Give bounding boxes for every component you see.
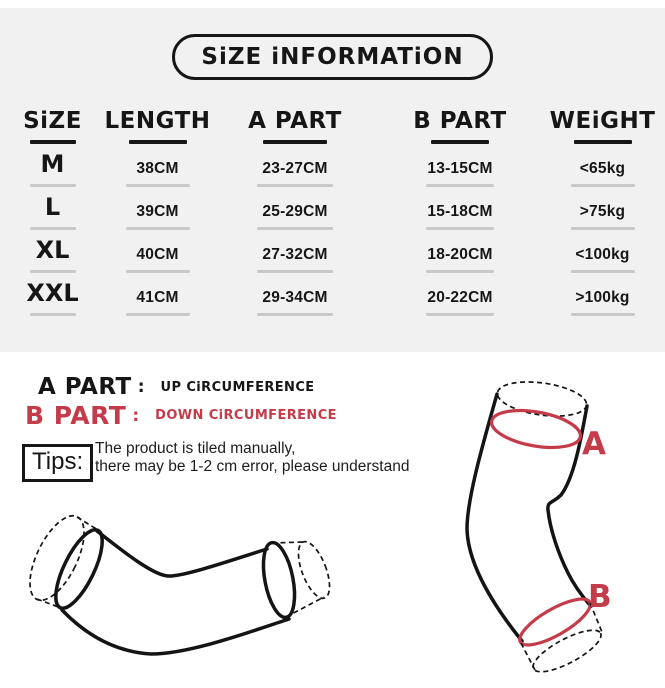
table-row-l-length (105, 187, 210, 230)
title-bar (0, 34, 665, 80)
size-table (0, 98, 665, 316)
table-row-l-weight (540, 187, 665, 230)
cell-length: 38CM (136, 160, 179, 177)
table-row-l-size (0, 187, 105, 230)
part-b-marker: B (588, 579, 612, 615)
header-a-part (210, 98, 380, 144)
left-cuff-ellipse (47, 524, 112, 614)
header-a-part-label: A PART (248, 108, 342, 134)
right-dashed-opening (292, 538, 336, 603)
left-sleeve-illustration (25, 498, 345, 688)
table-row-xl-length (105, 230, 210, 273)
cell-b-part: 20-22CM (427, 289, 493, 306)
table-row-m-b-part (380, 144, 540, 187)
cell-a-part: 25-29CM (262, 203, 328, 220)
table-row-xl-a-part (210, 230, 380, 273)
sleeve-top-edge (97, 531, 267, 576)
tips-line-1: The product is tiled manually, (95, 440, 296, 457)
row-rule (257, 313, 333, 316)
header-length (105, 98, 210, 144)
cell-weight: <65kg (579, 160, 626, 177)
b-part-label: B PART (25, 401, 127, 430)
part-a-marker: A (582, 426, 606, 462)
right-dashed-connectors (272, 542, 324, 617)
header-weight (540, 98, 665, 144)
legend-b-part (25, 401, 337, 430)
table-row-l-b-part (380, 187, 540, 230)
cell-size: XL (35, 236, 70, 264)
b-part-colon: : (132, 405, 140, 426)
table-row-m-a-part (210, 144, 380, 187)
a-part-label: A PART (38, 374, 132, 400)
a-part-description: UP CiRCUMFERENCE (160, 379, 315, 395)
part-a-measure-ellipse (489, 404, 584, 453)
table-row-xxl-b-part (380, 273, 540, 316)
table-row-xl-weight (540, 230, 665, 273)
table-row-xxl-length (105, 273, 210, 316)
cell-b-part: 18-20CM (427, 246, 493, 263)
table-row-l-a-part (210, 187, 380, 230)
cell-a-part: 29-34CM (262, 289, 328, 306)
tips-box (22, 444, 93, 482)
header-length-label: LENGTH (104, 108, 211, 134)
table-row-xl-b-part (380, 230, 540, 273)
header-weight-label: WEiGHT (549, 108, 656, 134)
tips-line-2: there may be 1-2 cm error, please understand (95, 458, 410, 475)
cell-weight: >75kg (579, 203, 626, 220)
header-size-label: SiZE (23, 108, 82, 134)
right-sleeve-illustration (433, 367, 665, 687)
left-dashed-opening (25, 508, 95, 608)
cell-size: L (44, 193, 61, 221)
row-rule (426, 313, 494, 316)
cell-length: 41CM (136, 289, 179, 306)
tips-text (95, 440, 409, 476)
table-row-xxl-size (0, 273, 105, 316)
cell-length: 39CM (136, 203, 179, 220)
header-b-part (380, 98, 540, 144)
cell-size: XXL (26, 279, 79, 307)
tips-label: Tips: (32, 448, 84, 475)
title-pill (172, 34, 492, 80)
right-cuff-ellipse (258, 540, 300, 620)
table-row-m-length (105, 144, 210, 187)
legend-a-part (38, 374, 315, 400)
table-row-xxl-a-part (210, 273, 380, 316)
part-b-measure-ellipse (514, 591, 596, 654)
table-row-xl-size (0, 230, 105, 273)
row-rule (126, 313, 190, 316)
table-row-m-size (0, 144, 105, 187)
header-size (0, 98, 105, 144)
cell-a-part: 27-32CM (262, 246, 328, 263)
table-row-xxl-weight (540, 273, 665, 316)
cell-a-part: 23-27CM (262, 160, 328, 177)
cell-length: 40CM (136, 246, 179, 263)
top-dashed-opening (495, 377, 589, 421)
header-b-part-label: B PART (413, 108, 507, 134)
table-row-m-weight (540, 144, 665, 187)
a-part-colon: : (137, 377, 145, 397)
cell-size: M (40, 150, 65, 178)
row-rule (571, 313, 635, 316)
cell-weight: >100kg (575, 289, 630, 306)
row-rule (30, 313, 76, 316)
page-title: SiZE iNFORMATiON (201, 44, 464, 70)
sleeve-bottom-edge (62, 610, 289, 654)
cell-weight: <100kg (575, 246, 630, 263)
cell-b-part: 13-15CM (427, 160, 493, 177)
cell-b-part: 15-18CM (427, 203, 493, 220)
b-part-description: DOWN CiRCUMFERENCE (155, 408, 337, 423)
